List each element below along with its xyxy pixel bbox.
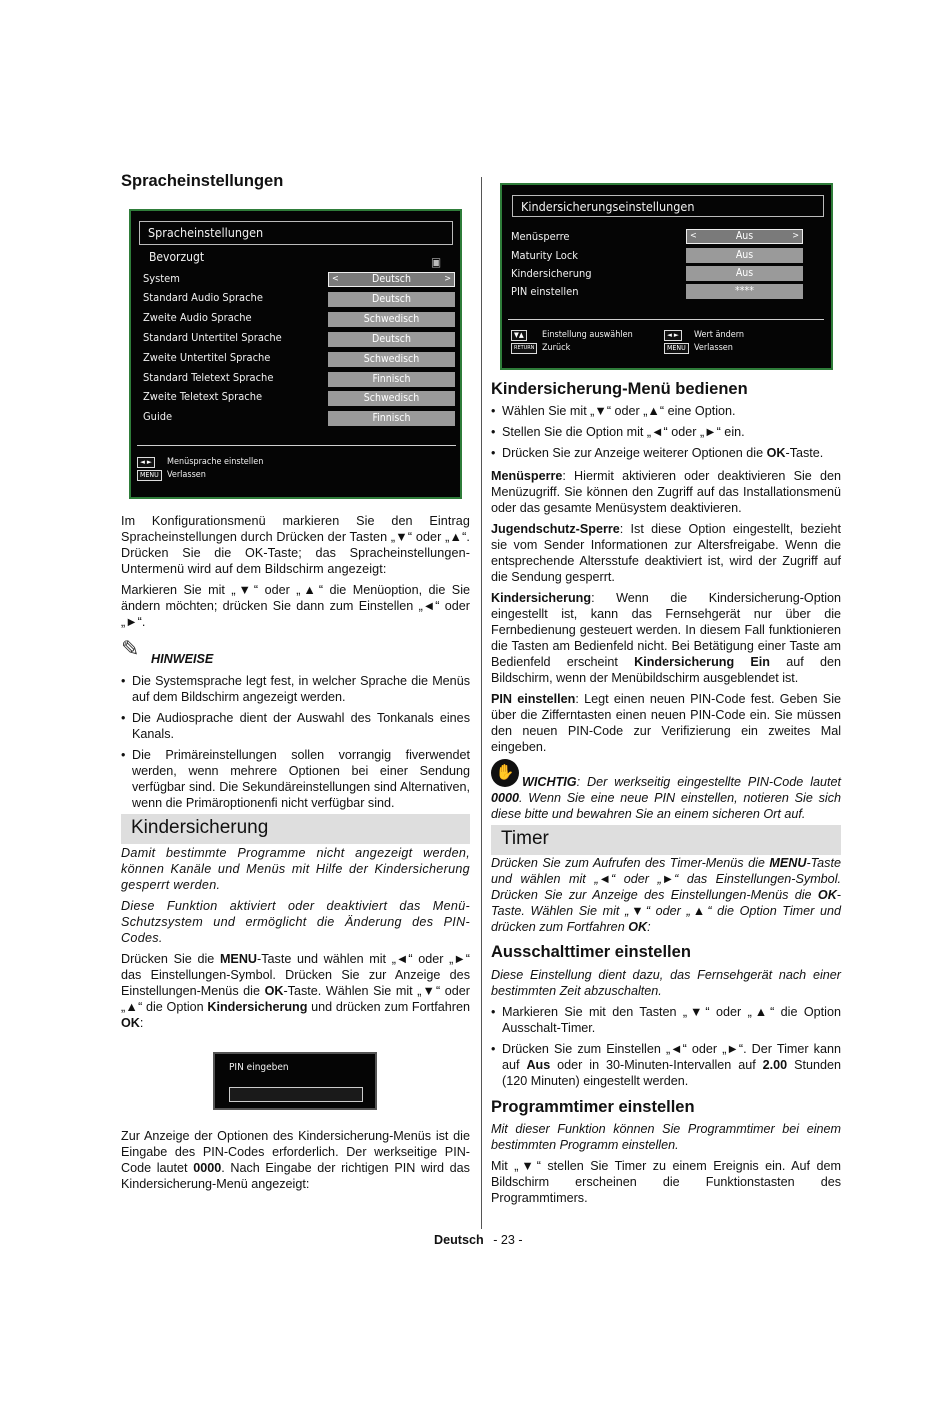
tv-key-label: Menüsprache einstellen <box>167 457 264 467</box>
hand-stop-icon: ✋ <box>491 759 519 787</box>
paragraph: Zur Anzeige der Optionen des Kindersicherung-Menüs ist die Eingabe des PIN-Codes erforderlich. Der werkseitige PIN-Code lautet 0000. Nach Eingabe der richtigen PIN wird das Kindersicherung-Menü angezeigt: <box>121 1129 470 1191</box>
menu-key-icon: MENU <box>137 470 162 481</box>
tv-row-value[interactable]: Deutsch <box>328 332 455 347</box>
list-item: • Stellen Sie die Option mit „◄“ oder „►“ ein. <box>491 424 841 440</box>
tv-row-value[interactable]: Aus <box>686 266 803 281</box>
camera-icon: ▣ <box>431 255 442 269</box>
tv-row-label: Guide <box>143 410 173 423</box>
tv-key-label: Verlassen <box>694 343 733 353</box>
tv-row-value[interactable]: Deutsch <box>328 292 455 307</box>
tv-row-value-selected[interactable]: < Aus > <box>686 229 803 244</box>
paragraph: Diese Einstellung dient dazu, das Fernsehgerät nach einer bestimmten Zeit abzuschalten. <box>491 968 841 998</box>
bullet-list <box>491 1004 841 1094</box>
tv-row-value[interactable]: Finnisch <box>328 411 455 426</box>
up-down-key-icon: ▼▲ <box>511 330 527 341</box>
paragraph: Mit „▼“ stellen Sie Timer zu einem Ereignis ein. Auf dem Bildschirm erscheinen die Funktionstasten des Programmtimers. <box>491 1159 841 1205</box>
tv-divider <box>137 445 456 446</box>
paragraph: Drücken Sie zum Aufrufen des Timer-Menüs die MENU-Taste und wählen mit „◄“ oder „►“ das Einstellungen-Symbol. Drücken Sie zur Anzeige des Einstellungen-Menüs die OK-Taste. Wählen Sie mit „▼“ oder „▲“ die Option Timer und drücken zum Fortfahren OK: <box>491 856 841 934</box>
chevron-right-icon: > <box>792 231 799 241</box>
tv-row-value-selected[interactable]: < Deutsch > <box>328 272 455 287</box>
tv-menu-title: Kindersicherungseinstellungen <box>512 195 824 217</box>
paragraph: Menüsperre: Hiermit aktivieren oder deaktivieren Sie den Menüzugriff. Sie können den Zugriff auf das Installationsmenü oder das gesamte Menüsystem deaktivieren. <box>491 469 841 515</box>
tv-row-value[interactable]: Schwedisch <box>328 391 455 406</box>
important-note: WICHTIG: Der werkseitig eingestellte PIN-Code lautet 0000. Wenn Sie eine neue PIN einstellen, notieren Sie sich diese bitte und bewahren Sie an einem sicheren Ort auf. <box>491 775 841 821</box>
pin-dialog <box>213 1052 377 1110</box>
notes-heading: HINWEISE <box>151 652 214 666</box>
list-item: • Markieren Sie mit den Tasten „▼“ oder „▲“ die Option Ausschalt-Timer. <box>491 1004 841 1036</box>
paragraph: Mit dieser Funktion können Sie Programmtimer bei einem bestimmten Programm einstellen. <box>491 1122 841 1152</box>
chevron-right-icon: > <box>444 274 451 284</box>
subheading-menu-bedienen: Kindersicherung-Menü bedienen <box>491 380 748 398</box>
section-band-kindersicherung: Kindersicherung <box>121 814 470 844</box>
subheading-ausschalttimer: Ausschalttimer einstellen <box>491 943 691 961</box>
tv-divider <box>508 319 824 320</box>
paragraph: Damit bestimmte Programme nicht angezeigt werden, können Kanäle und Menüs mit Hilfe der Kindersicherung gesperrt werden. <box>121 846 470 892</box>
tv-row-label: Standard Audio Sprache <box>143 291 263 304</box>
tv-language-menu <box>129 209 462 499</box>
paragraph: Kindersicherung: Wenn die Kindersicherung-Option eingestellt ist, kann das Fernsehgerät nur über die Fernbedienung gesteuert werden. In diesem Fall funktionieren die Tasten am Bedienfeld nicht. Bei Betätigung einer Taste am Bedienfeld erscheint Kindersicherung Ein auf den Bildschirm, wenn der Menübildschirm ausgeblendet ist. <box>491 591 841 685</box>
paragraph: Markieren Sie mit „▼“ oder „▲“ die Menüoption, die Sie ändern möchten; drücken Sie dann zum Einstellen „◄“ oder „►“. <box>121 583 470 629</box>
tv-row-label: Maturity Lock <box>511 249 578 262</box>
tv-row-value[interactable]: Schwedisch <box>328 352 455 367</box>
page-footer <box>434 1233 523 1247</box>
tv-key-label: Zurück <box>542 343 571 353</box>
section-heading-spracheinstellungen: Spracheinstellungen <box>121 172 284 190</box>
left-right-key-icon: ◄ ► <box>664 330 682 341</box>
chevron-left-icon: < <box>332 274 339 284</box>
chevron-left-icon: < <box>690 231 697 241</box>
paragraph: Diese Funktion aktiviert oder deaktiviert das Menü-Schutzsystem und ermöglicht die Änderung des PIN-Codes. <box>121 899 470 945</box>
tv-row-label: System <box>143 272 180 285</box>
list-item: • Die Systemsprache legt fest, in welcher Sprache die Menüs auf dem Bildschirm angezeigt werden. <box>121 673 470 705</box>
tv-row-value[interactable]: Aus <box>686 248 803 263</box>
paragraph: PIN einstellen: Legt einen neuen PIN-Code fest. Geben Sie über die Zifferntasten einen neuen PIN-Code ein. Sie müssen den neuen PIN-Code zur Verifizierung ein zweites Mal eingeben. <box>491 692 841 754</box>
tv-row-label: PIN einstellen <box>511 285 579 298</box>
paragraph: Im Konfigurationsmenü markieren Sie den Eintrag Spracheinstellungen durch Drücken der Tasten „▼“ oder „▲“. Drücken Sie die OK-Taste; das Spracheinstellungen-Untermenü wird auf dem Bildschirm angezeigt: <box>121 514 470 576</box>
tv-row-value[interactable]: **** <box>686 284 803 299</box>
list-item: • Drücken Sie zur Anzeige weiterer Optionen die OK-Taste. <box>491 445 841 461</box>
page-number: - 23 - <box>493 1233 523 1247</box>
list-item: • Drücken Sie zum Einstellen „◄“ oder „►“. Der Timer kann auf Aus oder in 30-Minuten-Intervallen auf 2.00 Stunden (120 Minuten) eingestellt werden. <box>491 1041 841 1089</box>
list-item: • Die Primäreinstellungen sollen vorrangig fiverwendet werden, wenn mehrere Optionen bei einer Sendung verfügbar sind. Die Sekundäreinstellungen sind Alternativen, wenn die Primäroptionenfi nicht verfügbar sind. <box>121 747 470 811</box>
notes-list <box>121 673 470 816</box>
pin-label: PIN eingeben <box>229 1062 289 1073</box>
list-item: • Die Audiosprache dient der Auswahl des Tonkanals eines Kanals. <box>121 710 470 742</box>
list-item: • Wählen Sie mit „▼“ oder „▲“ eine Option. <box>491 403 841 419</box>
pin-input[interactable] <box>229 1087 363 1102</box>
tv-row-label: Menüsperre <box>511 230 570 243</box>
tv-key-label: Wert ändern <box>694 330 745 340</box>
tv-row-label: Standard Teletext Sprache <box>143 371 274 384</box>
left-right-key-icon: ◄ ► <box>137 457 155 468</box>
tv-parental-menu <box>500 183 833 370</box>
bullet-list <box>491 403 841 466</box>
tv-row-label: Zweite Audio Sprache <box>143 311 252 324</box>
tv-row-label: Zweite Teletext Sprache <box>143 390 263 403</box>
paragraph: Jugendschutz-Sperre: Ist diese Option eingestellt, bezieht sie vom Sender Informationen zur Altersfreigabe. Wenn die entsprechende Altersstufe deaktiviert ist, wird der Zugriff auf die Sendung gesperrt. <box>491 522 841 584</box>
menu-key-icon: MENU <box>664 343 689 354</box>
tv-row-label: Kindersicherung <box>511 267 592 280</box>
footer-language: Deutsch <box>434 1233 484 1247</box>
return-key-icon: RETURN <box>511 343 537 354</box>
tv-menu-title: Spracheinstellungen <box>139 221 453 245</box>
tv-key-label: Verlassen <box>167 470 206 480</box>
tv-row-label: Zweite Untertitel Sprache <box>143 351 271 364</box>
tv-row-value[interactable]: Finnisch <box>328 372 455 387</box>
tv-row-label: Standard Untertitel Sprache <box>143 331 282 344</box>
tv-section-label: Bevorzugt <box>149 250 205 264</box>
column-divider <box>481 177 482 1229</box>
section-band-timer: Timer <box>491 825 841 855</box>
pencil-icon: ✎ <box>121 636 140 661</box>
paragraph: Drücken Sie die MENU-Taste und wählen mit „◄“ oder „►“ das Einstellungen-Symbol. Drücken Sie zur Anzeige des Einstellungen-Menüs die OK-Taste. Wählen Sie mit „▼“ oder „▲“ die Option Kindersicherung und drücken zum Fortfahren OK: <box>121 952 471 1030</box>
tv-key-label: Einstellung auswählen <box>542 330 633 340</box>
tv-row-value[interactable]: Schwedisch <box>328 312 455 327</box>
subheading-programmtimer: Programmtimer einstellen <box>491 1098 695 1116</box>
